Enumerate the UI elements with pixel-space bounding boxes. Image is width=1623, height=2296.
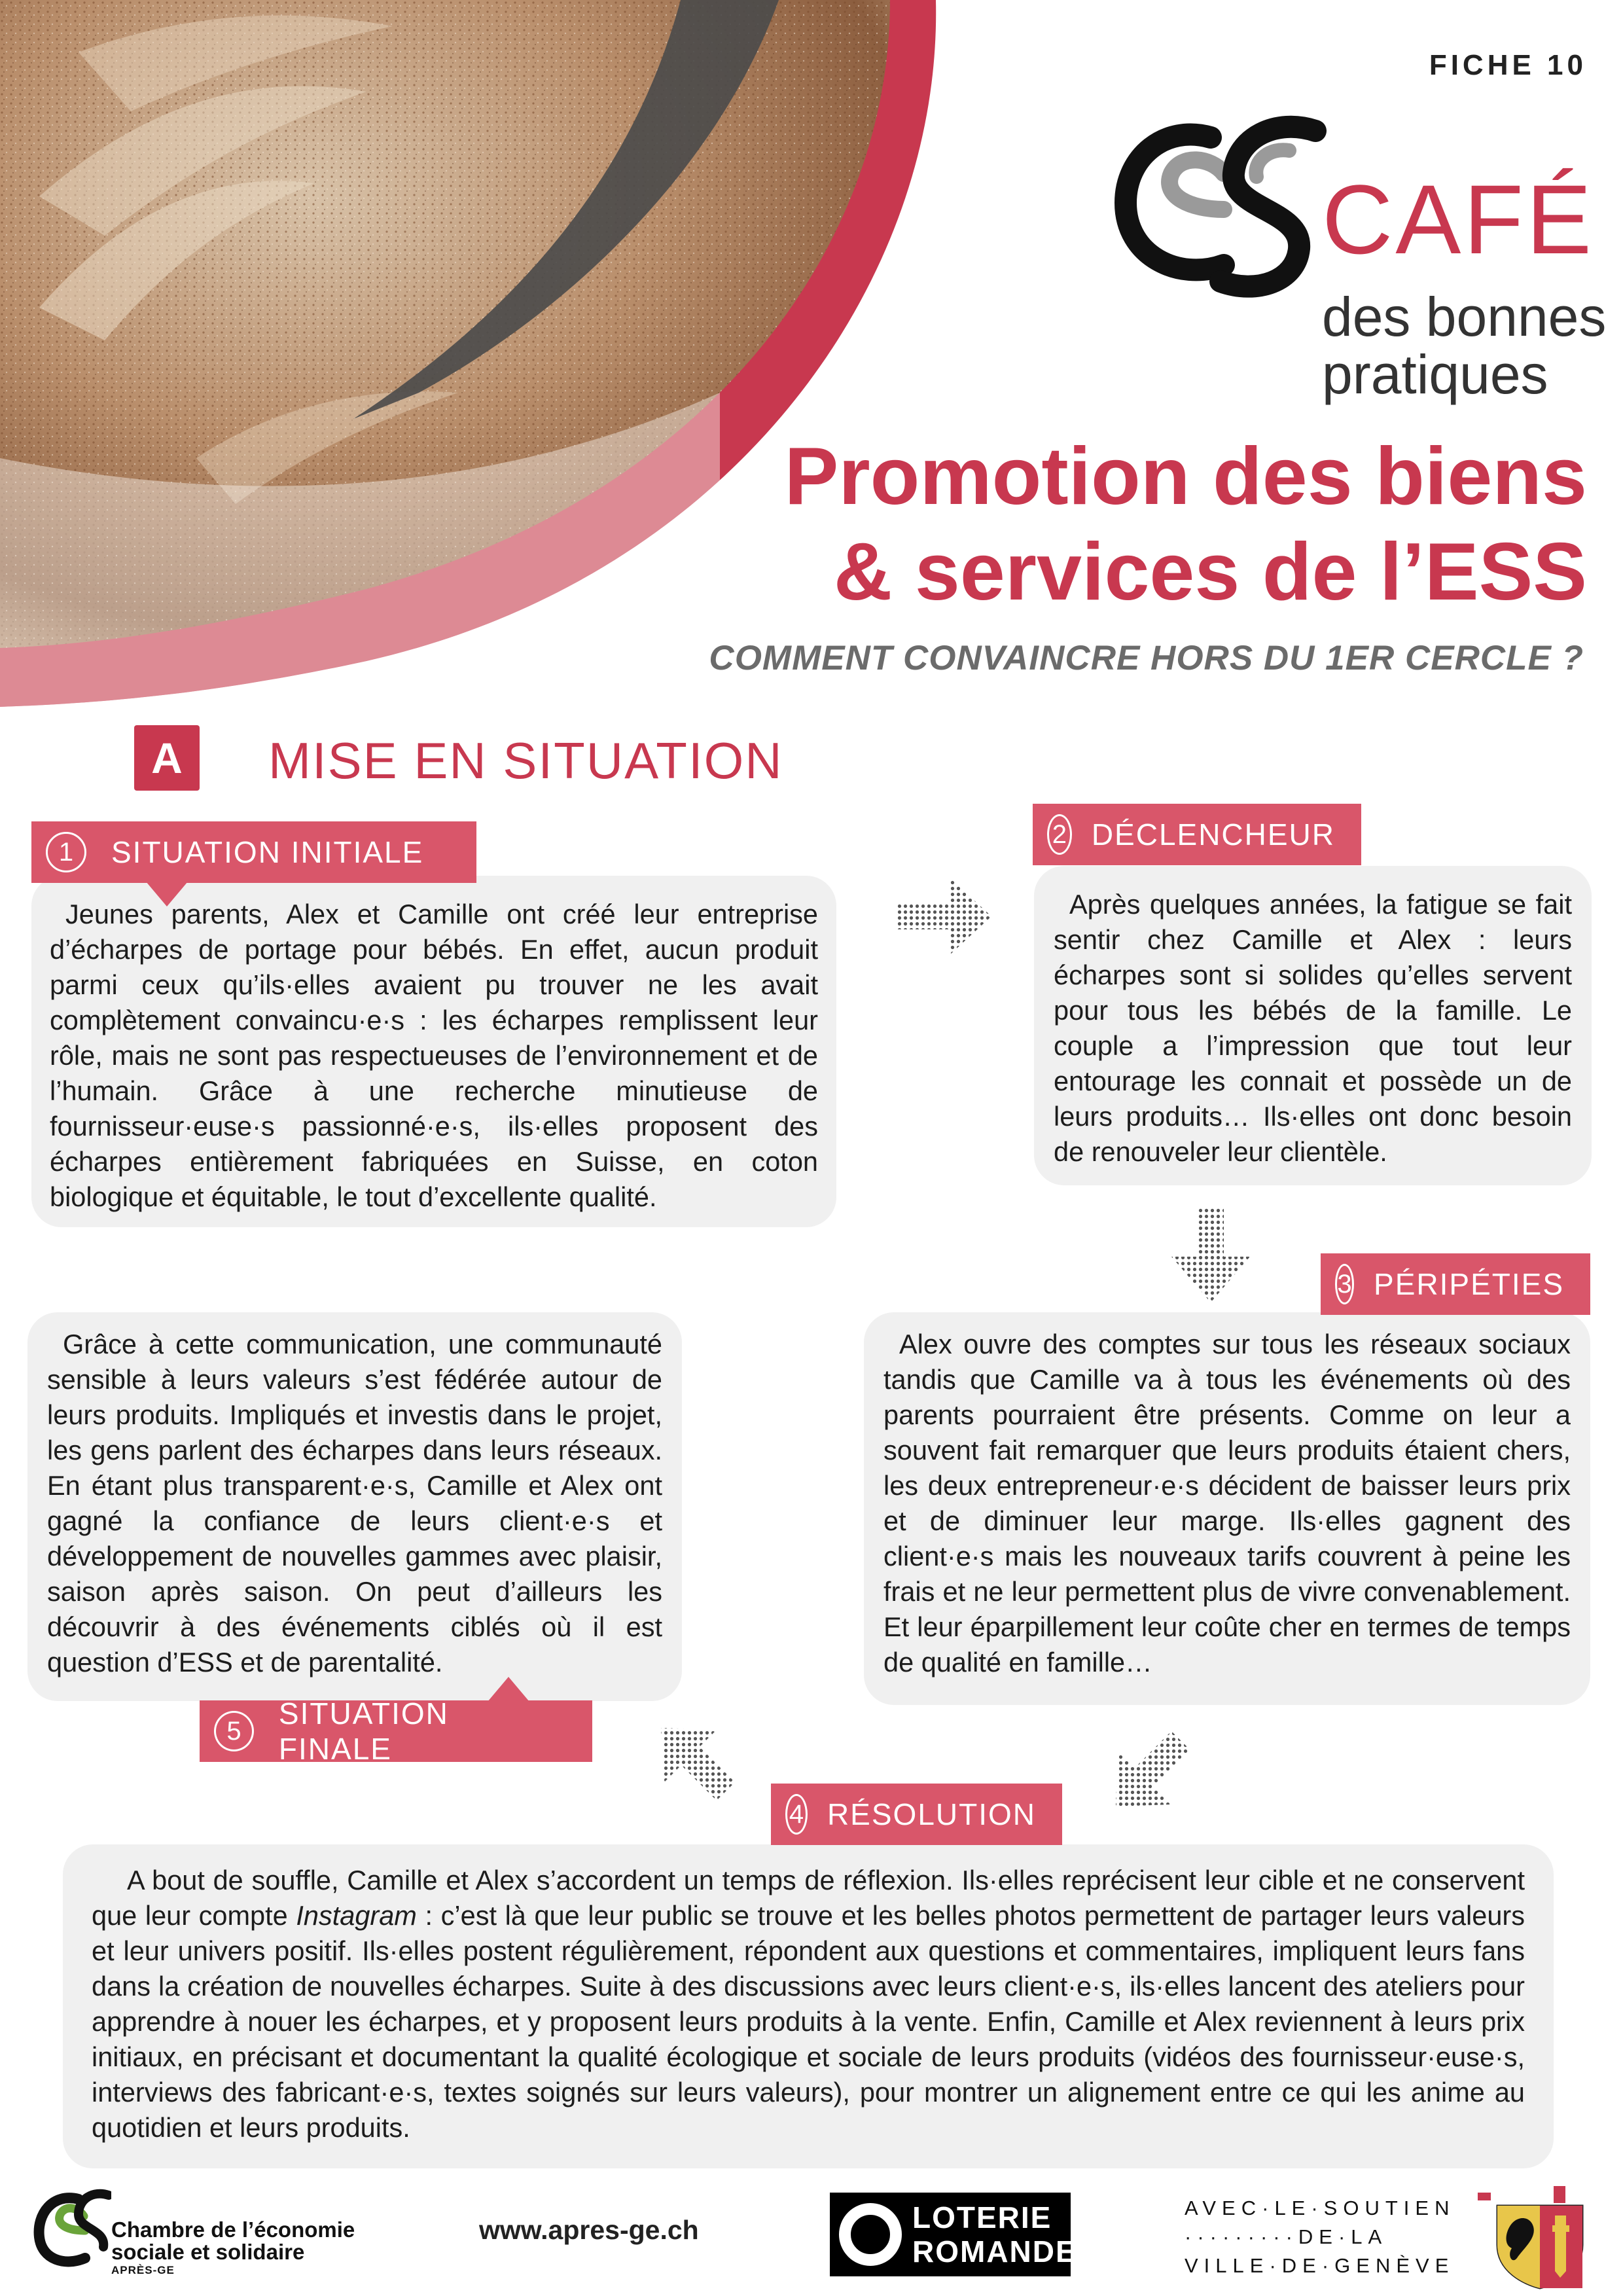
chamber-logo [33,2185,373,2289]
chamber-logo-icon [33,2185,111,2276]
brand-cafe: CAFÉ [1322,164,1595,274]
support-line-3: VILLE·DE·GENÈVE [1185,2254,1455,2277]
step-2-text-box [1034,866,1592,1185]
brand-line-2: pratiques [1322,344,1548,406]
step-1-label [31,821,476,883]
chamber-text [111,2219,355,2278]
step-5-number: 5 [214,1711,254,1751]
step-4-text-instagram: Instagram [296,1900,417,1931]
chamber-line-3: APRÈS-GE [111,2264,175,2276]
step-3-title: PÉRIPÉTIES [1374,1267,1564,1301]
loterie-line-1: LOTERIE [912,2200,1052,2234]
step-5-text: Grâce à cette communication, une communauté sensible à leurs valeurs s’est fédérée autour de leurs produits. Impliqués et investis dans le projet, les gens parlent des écharpes dans leurs réseaux. En étant plus transparent·e·s, Camille et Alex ont gagné la confiance de leurs client·e·s et développement de nouvelles gammes avec plaisir, saison après saison. On peut d’ailleurs les découvrir à des événements ciblés où il est question d’ESS et de parentalité. [47,1329,662,1677]
step-1-text-box [31,876,836,1227]
step-3-text-box [864,1312,1590,1705]
chamber-line-1: Chambre de l’économie [111,2217,355,2242]
support-line-1: AVEC·LE·SOUTIEN [1185,2197,1455,2219]
chamber-line-2: sociale et solidaire [111,2240,305,2264]
arrow-down-icon [1168,1208,1253,1306]
step-3-number: 3 [1335,1264,1354,1304]
step-3-text: Alex ouvre des comptes sur tous les réseaux sociaux tandis que Camille va à tous les événements où des parents pourraient être présents. Comme on leur a souvent fait remarquer que leurs produits étaient chers, les deux entrepreneur·e·s décident de baisser leurs prix et de diminuer leur marge. Ils·elles gagnent des client·e·s mais les nouveaux tarifs couvrent à peine les frais et ne leur permettent plus de vivre convenablement. Et leur éparpillement leur coûte cher en termes de temps de qualité en famille… [883,1329,1571,1677]
geneva-coat-of-arms-icon [1471,2186,1589,2291]
step-4-text-b: : c’est là que leur public se trouve et les belles photos permettent de partager leurs valeurs et leur univers positif. Ils·elles postent régulièrement, répondent aux questions et commentaires, impliquent leurs fans dans la création de nouvelles écharpes. Suite à des discussions avec leurs client·e·s, ils·elles lancent des ateliers pour apprendre à nouer les écharpes, et y proposent leurs produits à la vente. Enfin, Camille et Alex reviennent à leurs prix initiaux, en précisant et documentant la qualité écologique et sociale de leurs produits (vidéos des fournisseur·euse·s, interviews des fabricant·e·s, textes soignés sur leurs valeurs), pour montrer un alignement entre ce qui les anime au quotidien et leurs produits. [92,1900,1525,2143]
loterie-text [912,2200,1077,2269]
step-5-text-box [27,1312,682,1701]
step-1-text: Jeunes parents, Alex et Camille ont créé leur entreprise d’écharpes de portage pour bébés. En effet, aucun produit parmi ceux qu’ils·elles avaient pu trouver ne les avait complètement convaincu·e·s : les écharpes remplissent leur rôle, mais ne sont pas respectueuses de l’environnement et de l’humain. Grâce à une recherche minutieuse de fournisseur·euse·s passionné·e·s, ils·elles proposent des écharpes entièrement fabriquées en Suisse, en coton biologique et équitable, le tout d’excellente qualité. [50,899,818,1212]
step-5-title: SITUATION FINALE [278,1696,449,1766]
brand-tagline [1322,286,1607,406]
step-1-title: SITUATION INITIALE [111,835,424,869]
title-line-2: & services de l’ESS [833,527,1587,618]
cafe-logo-icon [1113,111,1329,301]
arrow-down-left-icon [1106,1725,1198,1816]
step-2-label [1033,804,1361,865]
page-subtitle: COMMENT CONVAINCRE HORS DU 1ER CERCLE ? [709,639,1584,677]
step-1-number: 1 [46,832,86,872]
step-4-text-box [63,1844,1554,2168]
website-link[interactable]: www.apres-ge.ch [479,2215,699,2245]
section-title: MISE EN SITUATION [268,732,783,789]
page-title [785,429,1587,620]
step-2-title: DÉCLENCHEUR [1091,817,1335,852]
loterie-line-2: ROMANDE [912,2234,1077,2269]
arrow-right-icon [897,874,995,959]
step-2-text: Après quelques années, la fatigue se fait sentir chez Camille et Alex : leurs écharpes sont si solides qu’elles servent pour tous les bébés de la famille. Le couple a l’impression que tout leur entourage les connait et possède un de leurs produits… Ils·elles ont donc besoin de renouveler leur clientèle. [1054,889,1572,1167]
step-2-number: 2 [1047,814,1072,855]
title-line-1: Promotion des biens [784,431,1587,522]
step-4-text [92,1863,1525,2145]
step-4-text-a: A bout de souffle, Camille et Alex s’accordent un temps de réflexion. Ils·elles reprécisent leur cible et ne conservent que leur compte [92,1865,1525,1931]
step-4-label [771,1784,1062,1845]
step-4-title: RÉSOLUTION [827,1797,1036,1831]
arrow-up-left-icon [651,1718,743,1810]
fiche-number: FICHE 10 [1429,49,1587,81]
footer [0,2173,1623,2296]
loterie-ring-icon [839,2203,902,2266]
step-4-number: 4 [785,1794,808,1835]
brand-line-1: des bonnes [1322,286,1607,348]
step-5-label [200,1696,592,1766]
step-3-label [1321,1253,1590,1315]
loterie-romande-logo [830,2193,1077,2276]
support-text [1185,2194,1459,2280]
section-letter-badge: A [134,725,200,791]
support-line-2: ·········DE·LA [1185,2225,1388,2248]
